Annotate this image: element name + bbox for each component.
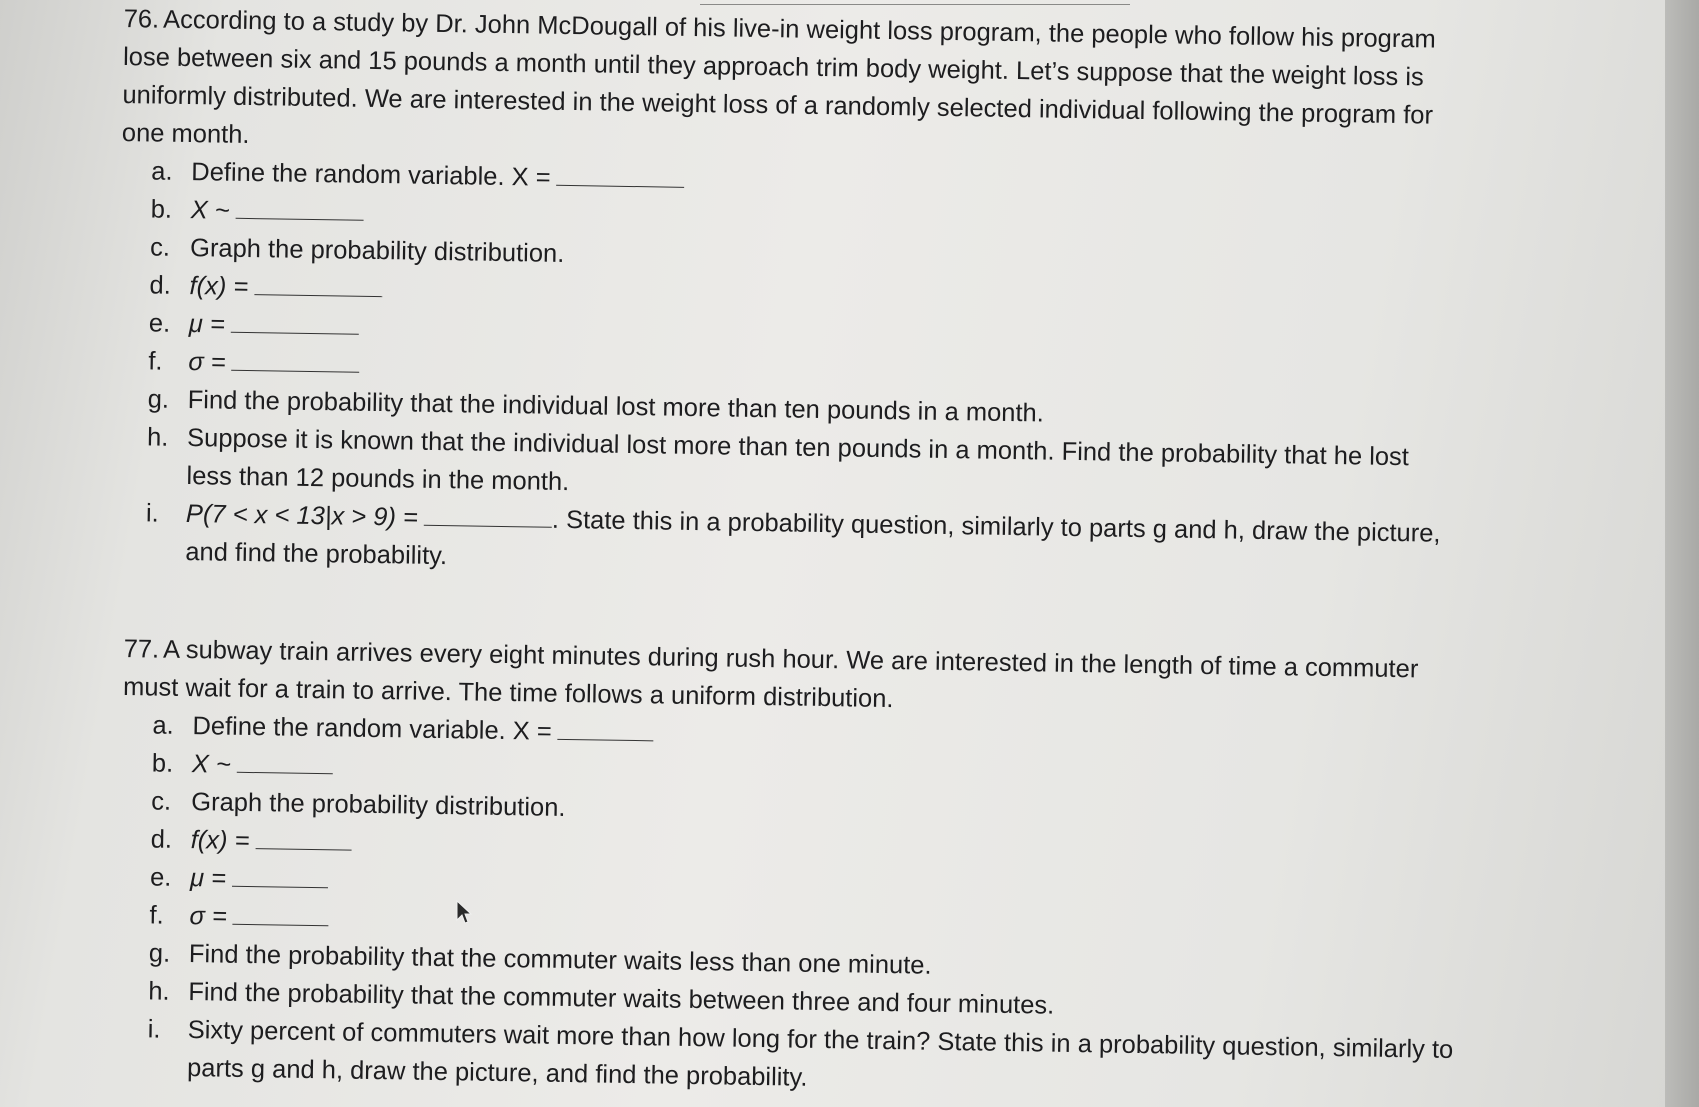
part-text: Sixty percent of commuters wait more than how long for the train? State this in a probability question, similarly to parts g and h, draw the picture, and find the probability. [186,1016,1454,1092]
part-text: X ~ [190,196,230,225]
part-text: Define the random variable. X = [191,158,551,192]
part-letter: d. [149,271,172,300]
part-letter: g. [148,939,171,968]
answer-blank [232,866,328,889]
answer-blank [231,312,359,335]
part-text: Find the probability that the commuter waits less than one minute. [188,940,932,980]
part-letter: f. [148,347,163,376]
part-letter: h. [146,423,169,452]
part-text-after: . State this in a probability question, similarly to parts g and h, draw the picture, and find the probability. [185,505,1441,571]
answer-blank [233,904,329,927]
part-text: σ = [188,348,226,377]
problem-76-stem [122,0,1464,173]
part-letter: a. [152,711,175,740]
answer-blank [558,719,654,742]
problem-76-parts [115,152,1461,591]
part-text: f(x) = [189,272,249,301]
problem-number: 77. [123,634,160,664]
problem-77 [117,630,1464,1107]
answer-blank [556,165,684,188]
problem-text: A subway train arrives every eight minutes during rush hour. We are interested in the length of time a commuter must wait for a train to arrive. The time follows a uniform distribution. [122,635,1419,714]
part-text: Find the probability that the commuter waits between three and four minutes. [188,978,1055,1020]
part-text: Graph the probability distribution. [189,234,565,268]
part-text: σ = [189,902,228,931]
problem-text: According to a study by Dr. John McDougall of his live-in weight loss program, the people who follow his program lose between six and 15 pounds a month until they approach trim body weight. Let’s suppose that the weight loss is uniformly distributed. We are interested in the weight loss of a randomly selected individual following the program for one month. [121,5,1437,149]
part-letter: c. [149,233,171,262]
answer-blank [254,274,382,297]
part-letter: g. [147,385,170,414]
part-letter: e. [149,863,172,892]
part-letter: e. [148,309,171,338]
part-text: Define the random variable. X = [192,712,553,746]
part-text: Graph the probability distribution. [191,788,566,822]
part-text: μ = [189,864,227,893]
part-letter: a. [151,157,173,186]
part-letter: h. [148,977,170,1006]
part-text: μ = [188,310,226,339]
part-letter: f. [149,901,164,930]
answer-blank [232,350,360,373]
problem-76 [115,0,1464,591]
part-text: Suppose it is known that the individual lost more than ten pounds in a month. Find the probability that he lost less than 12 pounds in the month. [186,424,1410,497]
problem-77-parts [117,706,1463,1107]
part-letter: b. [151,749,174,778]
mouse-cursor-icon [455,900,473,926]
part-text: X ~ [191,750,232,779]
answer-blank [255,828,351,851]
part-letter: i. [147,1015,161,1044]
answer-blank [236,198,364,221]
page-edge [1665,0,1699,1107]
part-letter: i. [145,499,159,528]
part-letter: b. [150,195,173,224]
page-rule [700,4,1130,5]
problem-number: 76. [123,4,160,34]
part-text: f(x) = [190,826,250,855]
part-text-before: P(7 < x < 13|x > 9) = [185,500,419,532]
part-text: Find the probability that the individual lost more than ten pounds in a month. [187,386,1045,428]
answer-blank [424,505,552,528]
part-letter: c. [151,787,172,816]
part-letter: d. [150,825,173,854]
answer-blank [237,752,333,775]
